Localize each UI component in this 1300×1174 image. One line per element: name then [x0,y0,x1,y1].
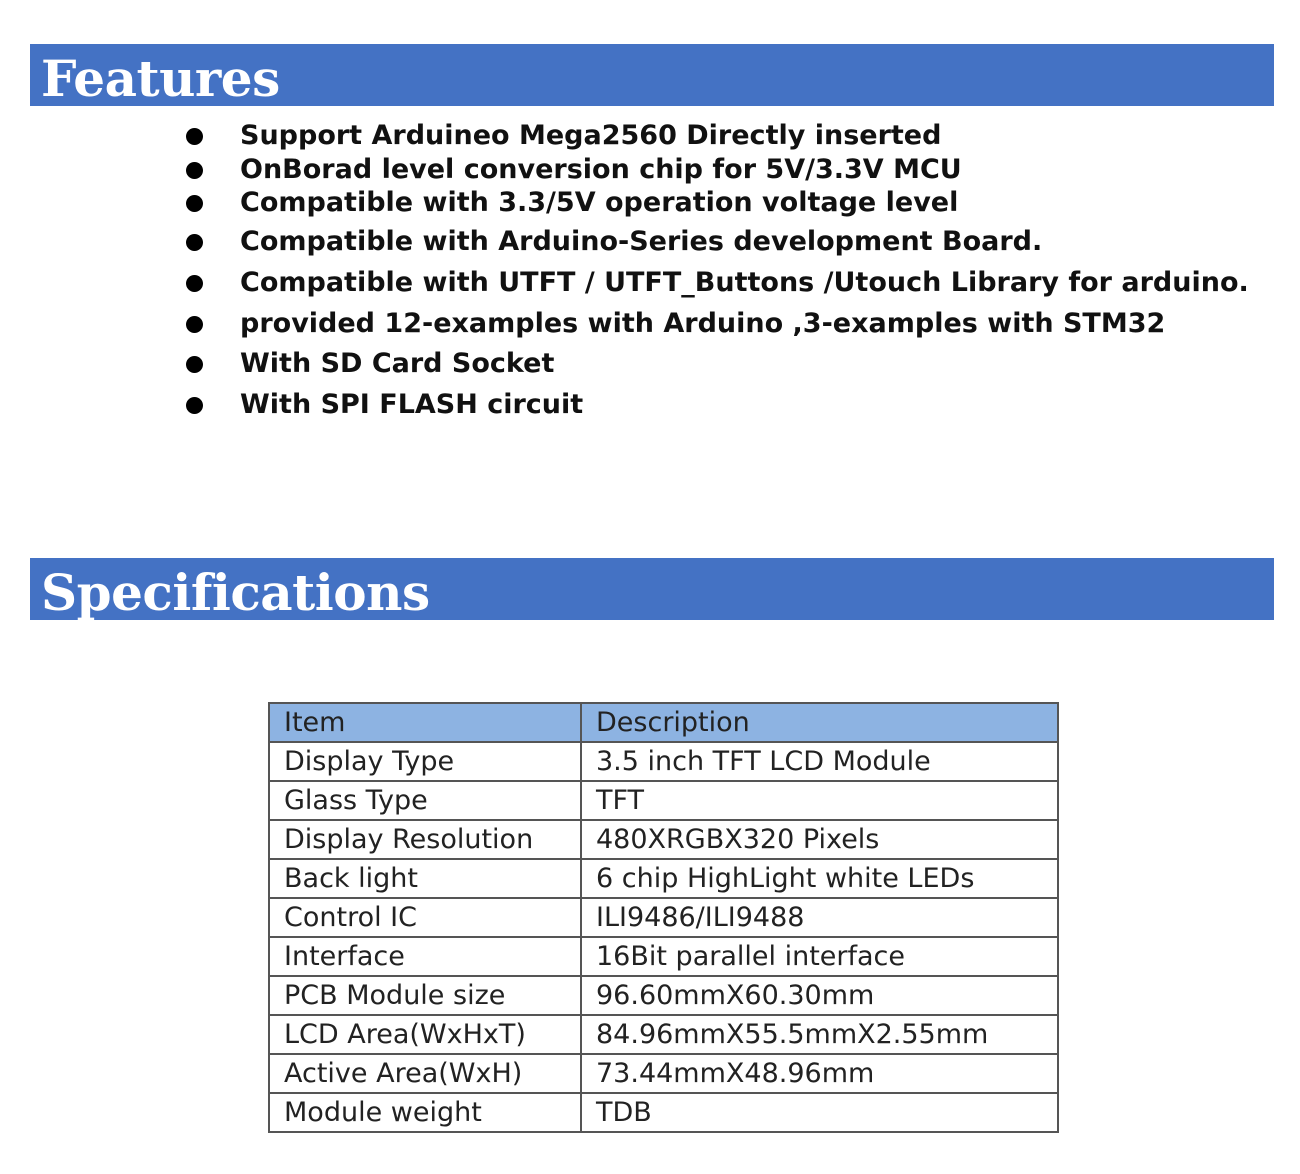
bullet-icon [186,162,203,179]
bullet-icon [186,275,203,292]
table-row [269,859,1058,898]
table-row [269,820,1058,859]
feature-list [0,0,1300,420]
bullet-icon [186,195,203,212]
description-cell: TDB [581,1093,1058,1132]
description-cell: 73.44mmX48.96mm [581,1054,1058,1093]
column-header-description: Description [581,703,1058,742]
item-cell: Module weight [269,1093,581,1132]
feature-text: Compatible with Arduino-Series development Board. [240,226,1043,257]
specifications-table [268,702,1059,1133]
item-cell: Glass Type [269,781,581,820]
item-cell: Interface [269,937,581,976]
feature-text: OnBorad level conversion chip for 5V/3.3V MCU [240,154,962,185]
bullet-icon [186,356,203,373]
feature-text: provided 12-examples with Arduino ,3-examples with STM32 [240,308,1166,339]
table-row [269,1093,1058,1132]
feature-text: With SPI FLASH circuit [240,389,584,420]
description-cell: 6 chip HighLight white LEDs [581,859,1058,898]
feature-text: With SD Card Socket [240,348,555,379]
item-cell: Display Resolution [269,820,581,859]
item-cell: Back light [269,859,581,898]
features-heading: Features [30,44,1274,106]
table-row [269,781,1058,820]
table-row [269,1015,1058,1054]
feature-text: Compatible with UTFT / UTFT_Buttons /Utouch Library for arduino. [240,267,1249,298]
description-cell: ILI9486/ILI9488 [581,898,1058,937]
table-row [269,1054,1058,1093]
feature-text: Compatible with 3.3/5V operation voltage level [240,187,959,218]
description-cell: TFT [581,781,1058,820]
description-cell: 480XRGBX320 Pixels [581,820,1058,859]
description-cell: 84.96mmX55.5mmX2.55mm [581,1015,1058,1054]
item-cell: Control IC [269,898,581,937]
table-header-row [269,703,1058,742]
column-header-item: Item [269,703,581,742]
bullet-icon [186,128,203,145]
specifications-heading: Specifications [30,558,1274,620]
item-cell: LCD Area(WxHxT) [269,1015,581,1054]
description-cell: 16Bit parallel interface [581,937,1058,976]
table-row [269,898,1058,937]
item-cell: Active Area(WxH) [269,1054,581,1093]
table-row [269,742,1058,781]
description-cell: 3.5 inch TFT LCD Module [581,742,1058,781]
description-cell: 96.60mmX60.30mm [581,976,1058,1015]
item-cell: Display Type [269,742,581,781]
table-row [269,976,1058,1015]
item-cell: PCB Module size [269,976,581,1015]
bullet-icon [186,316,203,333]
bullet-icon [186,397,203,414]
bullet-icon [186,234,203,251]
table-row [269,937,1058,976]
feature-text: Support Arduineo Mega2560 Directly inserted [240,120,942,151]
